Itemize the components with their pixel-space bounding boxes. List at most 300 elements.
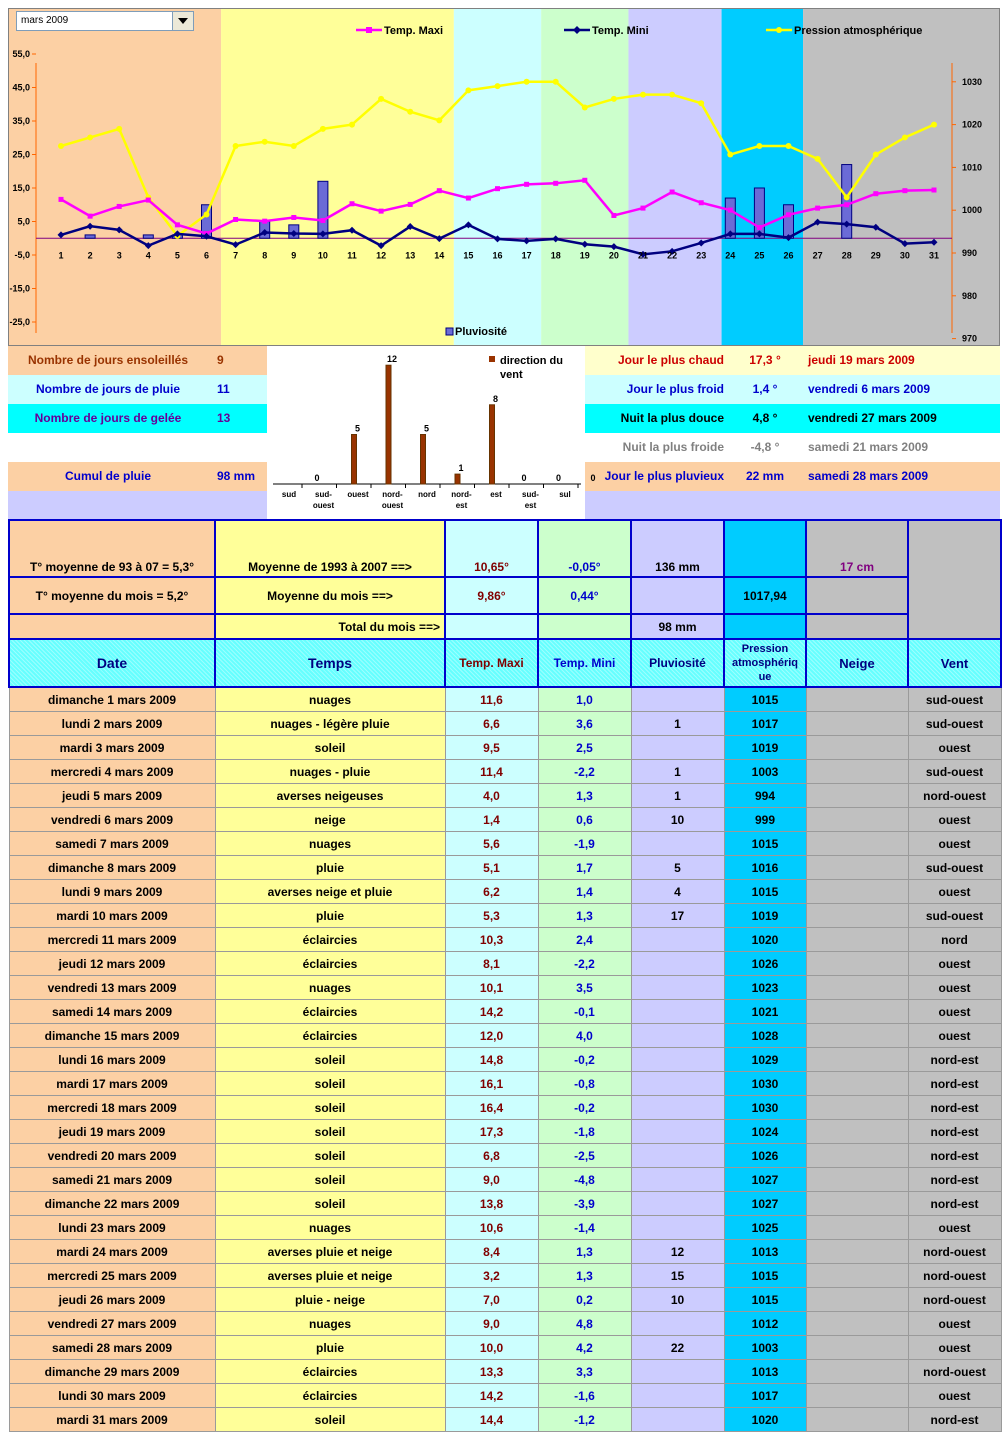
row-snow (806, 1360, 908, 1384)
point-max (873, 191, 878, 196)
legend-label: Temp. Maxi (384, 25, 444, 37)
row-wind: ouest (908, 1216, 1001, 1240)
row-date: jeudi 26 mars 2009 (9, 1288, 215, 1312)
month-select[interactable] (16, 11, 194, 31)
row-temp-max: 9,5 (445, 736, 538, 760)
row-date: lundi 16 mars 2009 (9, 1048, 215, 1072)
row-weather: éclaircies (215, 1360, 445, 1384)
month-avg-snow (806, 577, 908, 614)
row-temp-max: 14,2 (445, 1384, 538, 1408)
wind-data-label: 12 (386, 354, 398, 365)
row-temp-min: -0,2 (538, 1096, 631, 1120)
row-temp-max: 5,1 (445, 856, 538, 880)
table-row (9, 1288, 1001, 1312)
table-row (9, 1264, 1001, 1288)
row-weather: nuages (215, 1312, 445, 1336)
point-max (175, 222, 180, 227)
row-pressure: 1023 (724, 976, 806, 1000)
row-pressure: 1021 (724, 1000, 806, 1024)
row-rain (631, 1408, 724, 1432)
table-row (9, 1168, 1001, 1192)
wind-data-label: 0 (314, 473, 320, 483)
point-pressure (640, 92, 646, 98)
point-max (757, 225, 762, 230)
row-pressure: 1019 (724, 736, 806, 760)
row-pressure: 1015 (724, 1288, 806, 1312)
left-tick-label: 45,0 (12, 82, 30, 93)
row-snow (806, 952, 908, 976)
row-temp-max: 8,1 (445, 952, 538, 976)
wind-category-label: sud-ouest (312, 490, 335, 510)
stat-value: -4,8 ° (750, 440, 780, 454)
row-weather: nuages - pluie (215, 760, 445, 784)
row-weather: soleil (215, 1192, 445, 1216)
header-date: Date (9, 639, 215, 687)
row-temp-min: 0,2 (538, 1288, 631, 1312)
row-temp-max: 5,3 (445, 904, 538, 928)
table-row (9, 1384, 1001, 1408)
avg-label-1993-2007: Moyenne de 1993 à 2007 ==> (215, 520, 445, 577)
wind-bar (352, 435, 357, 485)
point-pressure (902, 134, 908, 140)
row-date: dimanche 22 mars 2009 (9, 1192, 215, 1216)
row-weather: soleil (215, 1048, 445, 1072)
table-row (9, 832, 1001, 856)
row-weather: averses pluie et neige (215, 1240, 445, 1264)
wind-category-label: ouest (347, 490, 369, 499)
table-row (9, 1360, 1001, 1384)
row-weather: éclaircies (215, 1000, 445, 1024)
row-rain: 10 (631, 808, 724, 832)
right-tick-label: 990 (962, 248, 978, 258)
stat-value: 17,3 ° (749, 353, 781, 367)
row-temp-max: 7,0 (445, 1288, 538, 1312)
row-weather: nuages (215, 687, 445, 712)
stat-value: 13 (217, 411, 231, 425)
x-tick-label: 29 (870, 250, 881, 261)
row-pressure: 1015 (724, 832, 806, 856)
row-temp-min: -1,9 (538, 832, 631, 856)
row-temp-max: 8,4 (445, 1240, 538, 1264)
point-max (117, 204, 122, 209)
row-pressure: 1013 (724, 1240, 806, 1264)
left-tick-label: 25,0 (12, 149, 30, 160)
row-snow (806, 1384, 908, 1408)
row-wind: nord-ouest (908, 1360, 1001, 1384)
row-temp-max: 13,3 (445, 1360, 538, 1384)
row-wind: ouest (908, 1000, 1001, 1024)
row-snow (806, 856, 908, 880)
table-row (9, 1408, 1001, 1432)
row-rain (631, 1216, 724, 1240)
chevron-down-icon[interactable] (172, 12, 193, 30)
x-tick-label: 24 (725, 250, 736, 261)
row-temp-max: 6,6 (445, 712, 538, 736)
table-row (9, 976, 1001, 1000)
row-weather: averses neigeuses (215, 784, 445, 808)
total-pressure (724, 614, 806, 639)
row-temp-min: -1,6 (538, 1384, 631, 1408)
point-max (59, 197, 64, 202)
point-max (350, 201, 355, 206)
x-tick-label: 2 (87, 250, 93, 261)
stat-label: Nuit la plus douce (620, 411, 724, 425)
total-min (538, 614, 631, 639)
row-temp-max: 10,1 (445, 976, 538, 1000)
wind-legend-marker (489, 356, 495, 362)
stat-value: 9 (217, 353, 224, 367)
stat-label: Jour le plus chaud (617, 353, 724, 367)
point-pressure (698, 100, 704, 106)
point-pressure (320, 126, 326, 132)
row-wind: nord-est (908, 1096, 1001, 1120)
row-pressure: 1027 (724, 1192, 806, 1216)
avg-1993-2007-min: -0,05° (538, 520, 631, 577)
left-tick-label: 55,0 (12, 49, 30, 59)
legend-marker (776, 27, 782, 33)
stat-label: Nombre de jours de pluie (35, 382, 181, 396)
point-max (902, 188, 907, 193)
row-temp-max: 10,3 (445, 928, 538, 952)
row-pressure: 1016 (724, 856, 806, 880)
row-pressure: 1020 (724, 1408, 806, 1432)
row-temp-max: 1,4 (445, 808, 538, 832)
wind-legend-label: direction du vent (500, 355, 563, 381)
point-pressure (786, 143, 792, 149)
avg-1993-2007-snow: 17 cm (806, 520, 908, 577)
row-date: samedi 28 mars 2009 (9, 1336, 215, 1360)
point-pressure (815, 156, 821, 162)
row-temp-min: -2,2 (538, 952, 631, 976)
row-wind: ouest (908, 1336, 1001, 1360)
row-rain (631, 1144, 724, 1168)
point-pressure (553, 79, 559, 85)
x-tick-label: 26 (783, 250, 794, 261)
row-rain (631, 1096, 724, 1120)
right-tick-label: 970 (962, 333, 978, 344)
row-date: jeudi 12 mars 2009 (9, 952, 215, 976)
row-snow (806, 1216, 908, 1240)
row-wind: ouest (908, 808, 1001, 832)
point-pressure (87, 134, 93, 140)
wind-data-label: 5 (423, 423, 430, 434)
row-temp-min: 3,3 (538, 1360, 631, 1384)
row-rain (631, 952, 724, 976)
total-rain: 98 mm (631, 614, 724, 639)
row-wind: sud-ouest (908, 760, 1001, 784)
row-wind: ouest (908, 976, 1001, 1000)
month-avg-rain (631, 577, 724, 614)
row-temp-min: 1,3 (538, 784, 631, 808)
total-blank (9, 614, 215, 639)
chart-band (628, 8, 721, 346)
row-wind: ouest (908, 736, 1001, 760)
row-snow (806, 928, 908, 952)
row-weather: averses pluie et neige (215, 1264, 445, 1288)
point-max (291, 215, 296, 220)
row-temp-min: 1,3 (538, 1240, 631, 1264)
row-snow (806, 1336, 908, 1360)
x-tick-label: 11 (347, 250, 357, 261)
row-wind: nord-est (908, 1072, 1001, 1096)
point-max (582, 178, 587, 183)
avg-1993-2007-rain: 136 mm (631, 520, 724, 577)
row-date: mardi 10 mars 2009 (9, 904, 215, 928)
point-pressure (262, 139, 268, 145)
point-pressure (495, 83, 501, 89)
row-rain (631, 1360, 724, 1384)
x-tick-label: 9 (291, 250, 297, 261)
table-row (9, 784, 1001, 808)
point-max (553, 181, 558, 186)
row-wind: nord-ouest (908, 784, 1001, 808)
table-row (9, 1192, 1001, 1216)
table-row (9, 1336, 1001, 1360)
row-temp-max: 17,3 (445, 1120, 538, 1144)
x-tick-label: 4 (145, 250, 151, 261)
table-row (9, 904, 1001, 928)
header-temps: Temps (215, 639, 445, 687)
wind-category-label: nord-est (451, 490, 472, 510)
point-max (728, 208, 733, 213)
row-date: lundi 23 mars 2009 (9, 1216, 215, 1240)
row-wind: ouest (908, 1312, 1001, 1336)
row-wind: sud-ouest (908, 687, 1001, 712)
row-temp-max: 4,0 (445, 784, 538, 808)
row-snow (806, 832, 908, 856)
x-tick-label: 18 (550, 250, 561, 261)
header-rain: Pluviosité (631, 639, 724, 687)
row-temp-min: 4,8 (538, 1312, 631, 1336)
row-wind: ouest (908, 1024, 1001, 1048)
row-snow (806, 1072, 908, 1096)
row-weather: soleil (215, 1120, 445, 1144)
point-pressure (378, 96, 384, 102)
table-row (9, 1312, 1001, 1336)
point-max (844, 202, 849, 207)
row-date: dimanche 8 mars 2009 (9, 856, 215, 880)
stat-value: 1,4 ° (752, 382, 778, 396)
row-temp-min: 3,5 (538, 976, 631, 1000)
wind-data-label: 5 (354, 423, 361, 434)
legend-marker (366, 27, 372, 33)
row-pressure: 1017 (724, 1384, 806, 1408)
point-max (495, 186, 500, 191)
chart-band (454, 8, 541, 346)
x-tick-label: 6 (203, 250, 210, 261)
wind-data-label: 8 (492, 393, 499, 404)
table-row (9, 614, 1001, 639)
x-tick-label: 27 (812, 250, 823, 261)
table-row (9, 1120, 1001, 1144)
row-wind: nord-est (908, 1048, 1001, 1072)
table-row (9, 577, 1001, 614)
point-max (262, 219, 267, 224)
table-row (9, 639, 1001, 687)
row-date: dimanche 1 mars 2009 (9, 687, 215, 712)
left-tick-label: 35,0 (12, 116, 30, 126)
x-tick-label: 13 (405, 250, 416, 261)
wind-category-label: sul (559, 490, 571, 499)
row-pressure: 994 (724, 784, 806, 808)
point-max (320, 218, 325, 223)
point-pressure (727, 152, 733, 158)
row-temp-min: 1,3 (538, 1264, 631, 1288)
point-pressure (116, 126, 122, 132)
point-pressure (756, 143, 762, 149)
row-pressure: 999 (724, 808, 806, 832)
row-temp-max: 14,8 (445, 1048, 538, 1072)
row-rain (631, 687, 724, 712)
row-weather: averses neige et pluie (215, 880, 445, 904)
row-rain (631, 1168, 724, 1192)
row-snow (806, 1000, 908, 1024)
stat-label (10, 433, 206, 462)
row-pressure: 1003 (724, 760, 806, 784)
row-weather: éclaircies (215, 1024, 445, 1048)
x-tick-label: 21 (637, 250, 649, 261)
row-snow (806, 712, 908, 736)
x-tick-label: 19 (579, 250, 590, 261)
left-tick-label: -5,0 (14, 250, 30, 260)
row-weather: pluie (215, 904, 445, 928)
stat-label: Nombre de jours ensoleillés (27, 353, 189, 367)
row-snow (806, 808, 908, 832)
left-tick-label: 5,0 (17, 216, 30, 227)
point-pressure (349, 122, 355, 128)
row-snow (806, 1096, 908, 1120)
row-rain (631, 1072, 724, 1096)
point-pressure (407, 109, 413, 115)
row-wind: nord-ouest (908, 1240, 1001, 1264)
avg-label-month: Moyenne du mois ==> (215, 577, 445, 614)
right-tick-label: 1030 (962, 76, 983, 87)
total-label: Total du mois ==> (215, 614, 445, 639)
row-temp-min: -0,1 (538, 1000, 631, 1024)
chart-band (8, 8, 221, 346)
table-row (9, 687, 1001, 712)
table-row (9, 856, 1001, 880)
row-temp-max: 14,4 (445, 1408, 538, 1432)
x-tick-label: 5 (174, 250, 180, 261)
row-temp-min: 1,3 (538, 904, 631, 928)
row-rain: 10 (631, 1288, 724, 1312)
x-tick-label: 12 (376, 250, 387, 261)
row-temp-max: 14,2 (445, 1000, 538, 1024)
row-weather: pluie (215, 856, 445, 880)
row-rain (631, 976, 724, 1000)
point-max (786, 212, 791, 217)
row-weather: soleil (215, 1144, 445, 1168)
row-snow (806, 1264, 908, 1288)
row-date: mercredi 11 mars 2009 (9, 928, 215, 952)
table-row (9, 1096, 1001, 1120)
stat-value (217, 433, 267, 462)
row-date: mercredi 18 mars 2009 (9, 1096, 215, 1120)
row-snow (806, 1240, 908, 1264)
legend-label: Pluviosité (455, 326, 507, 338)
row-date: vendredi 13 mars 2009 (9, 976, 215, 1000)
row-temp-min: -0,2 (538, 1048, 631, 1072)
header-wind: Vent (908, 639, 1001, 687)
total-snow (806, 614, 908, 639)
row-temp-max: 10,6 (445, 1216, 538, 1240)
month-select-value: mars 2009 (21, 15, 69, 26)
row-pressure: 1012 (724, 1312, 806, 1336)
row-snow (806, 1120, 908, 1144)
row-snow (806, 880, 908, 904)
row-rain: 15 (631, 1264, 724, 1288)
point-max (815, 206, 820, 211)
legend-marker (446, 328, 453, 335)
chart-band (722, 8, 803, 346)
row-wind: nord-ouest (908, 1288, 1001, 1312)
row-temp-min: 1,7 (538, 856, 631, 880)
table-row (9, 760, 1001, 784)
row-rain: 1 (631, 784, 724, 808)
table-row (9, 712, 1001, 736)
row-date: samedi 21 mars 2009 (9, 1168, 215, 1192)
wind-data-label: 0 (521, 473, 527, 483)
x-tick-label: 17 (521, 250, 532, 261)
stat-date: samedi 21 mars 2009 (808, 440, 929, 454)
table-row (9, 1216, 1001, 1240)
row-weather: nuages (215, 832, 445, 856)
row-weather: pluie (215, 1336, 445, 1360)
x-tick-label: 7 (233, 250, 239, 261)
row-date: mardi 17 mars 2009 (9, 1072, 215, 1096)
row-temp-min: -1,2 (538, 1408, 631, 1432)
row-temp-max: 9,0 (445, 1312, 538, 1336)
row-wind: ouest (908, 880, 1001, 904)
row-date: samedi 7 mars 2009 (9, 832, 215, 856)
row-date: lundi 30 mars 2009 (9, 1384, 215, 1408)
row-temp-min: -1,4 (538, 1216, 631, 1240)
row-snow (806, 1312, 908, 1336)
row-rain: 5 (631, 856, 724, 880)
wind-bar (421, 435, 426, 485)
x-tick-label: 31 (928, 250, 940, 261)
row-snow (806, 1168, 908, 1192)
table-row (9, 1000, 1001, 1024)
row-wind: ouest (908, 952, 1001, 976)
point-max (233, 217, 238, 222)
header-pressure: Pression atmosphériq ue (724, 639, 806, 687)
row-rain (631, 1384, 724, 1408)
row-rain (631, 1120, 724, 1144)
row-snow (806, 1048, 908, 1072)
x-tick-label: 3 (116, 250, 122, 261)
point-pressure (204, 211, 210, 217)
row-temp-max: 9,0 (445, 1168, 538, 1192)
stat-label: Nuit la plus froide (622, 440, 724, 454)
point-pressure (873, 152, 879, 158)
table-row (9, 736, 1001, 760)
row-rain (631, 1192, 724, 1216)
row-date: vendredi 20 mars 2009 (9, 1144, 215, 1168)
row-rain: 22 (631, 1336, 724, 1360)
row-temp-max: 12,0 (445, 1024, 538, 1048)
stat-label: Jour le plus froid (626, 382, 724, 396)
chart-band (221, 8, 454, 346)
point-max (699, 200, 704, 205)
row-temp-min: -3,9 (538, 1192, 631, 1216)
right-tick-label: 1020 (962, 119, 983, 130)
x-tick-label: 28 (841, 250, 852, 261)
row-date: samedi 14 mars 2009 (9, 1000, 215, 1024)
right-tick-label: 1000 (962, 205, 983, 216)
table-row (9, 1144, 1001, 1168)
